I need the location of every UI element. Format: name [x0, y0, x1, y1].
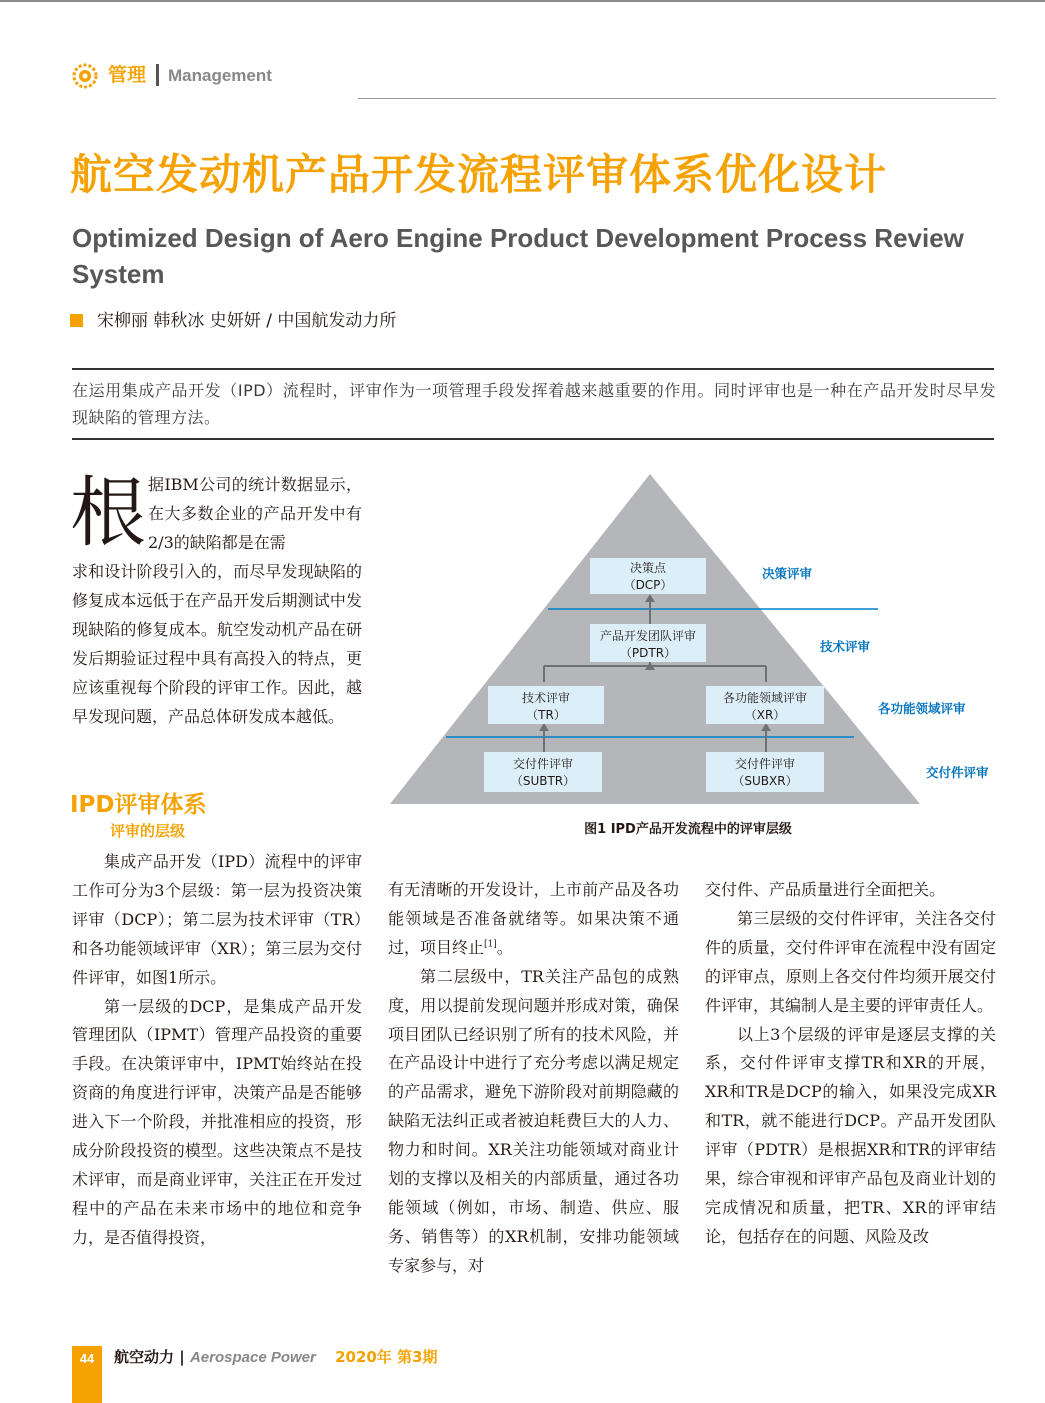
box-dcp-label: 决策点	[629, 561, 667, 575]
drop-cap: 根	[70, 468, 146, 557]
section-label-cn: 管理	[108, 64, 147, 86]
box-subtr	[484, 752, 602, 792]
journal-issue: 2020年 第3期	[335, 1348, 438, 1366]
box-xr-abbr: （XR）	[744, 708, 786, 722]
paragraph: 集成产品开发（IPD）流程中的评审工作可分为3个层级：第一层为投资决策评审（DCP）；第二层为技术评审（TR）和各功能领域评审（XR）；第三层为交付件评审，如图1所示。	[72, 852, 362, 987]
level-label-functional: 各功能领域评审	[878, 701, 966, 716]
box-subxr	[706, 752, 824, 792]
box-tr-abbr: （TR）	[526, 708, 566, 722]
header-rule	[358, 98, 996, 99]
abstract: 在运用集成产品开发（IPD）流程时，评审作为一项管理手段发挥着越来越重要的作用。同时评审也是一种在产品开发时尽早发现缺陷的管理方法。	[72, 381, 996, 427]
author-line	[70, 308, 396, 334]
gear-logo-icon	[72, 63, 98, 89]
column-2-text	[388, 876, 679, 1281]
box-pdtr	[590, 624, 706, 662]
page-number: 44	[79, 1351, 95, 1366]
box-xr-label: 各功能领域评审	[722, 691, 808, 705]
paragraph: 第一层级的DCP，是集成产品开发管理团队（IPMT）管理产品投资的重要手段。在决策评审中，IPMT始终站在投资商的角度进行评审，决策产品是否能够进入下一个阶段，并批准相应的投资，形成分阶段投资的模型。这些决策点不是技术评审，而是商业评审，关注正在开发过程中的产品在未来市场中的地位和竞争力，是否值得投资，	[72, 996, 362, 1247]
figure-caption: 图1 IPD产品开发流程中的评审层级	[584, 822, 792, 837]
box-tr-label: 技术评审	[521, 691, 571, 705]
level-label-technical: 技术评审	[820, 639, 871, 654]
column-3-text	[705, 876, 996, 1252]
box-subtr-label: 交付件评审	[512, 757, 574, 771]
section-heading: IPD评审体系	[70, 792, 207, 818]
paragraph: 以上3个层级的评审是逐层支撑的关系，交付件评审支撑TR和XR的开展，XR和TR是DCP的输入，如果没完成XR和TR，就不能进行DCP。产品开发团队评审（PDTR）是根据XR和TR的评审结果，综合审视和评审产品包及商业计划的完成情况和质量，把TR、XR的评审结论，包括存在的问题、风险及改	[705, 1024, 996, 1246]
paragraph: 交付件、产品质量进行全面把关。	[705, 880, 946, 899]
paragraph: 有无清晰的开发设计，上市前产品及各功能领域是否准备就绪等。如果决策不通过，项目终止[1]。	[388, 880, 679, 957]
paragraph: 第三层级的交付件评审，关注各交付件的质量，交付件评审在流程中没有固定的评审点，原则上各交付件均须开展交付件评审，其编制人是主要的评审责任人。	[705, 908, 996, 1015]
box-xr	[706, 686, 824, 724]
box-dcp	[590, 558, 706, 594]
authors: 宋柳丽 韩秋冰 史妍妍 / 中国航发动力所	[97, 311, 397, 331]
author-marker-icon	[70, 314, 83, 327]
footer-journal	[114, 1346, 438, 1369]
paragraph: 第二层级中，TR关注产品包的成熟度，用以提前发现问题并形成对策，确保项目团队已经识别了所有的技术风险，并在产品设计中进行了充分考虑以满足规定的产品需求，避免下游阶段对前期隐藏的缺陷无法纠正或者被迫耗费巨大的人力、物力和时间。XR关注功能领域对商业计划的支撑以及相关的内部质量，通过各功能领域（例如，市场、制造、供应、服务、销售等）的XR机制，安排功能领域专家参与，对	[388, 966, 679, 1275]
section-label-en: Management	[168, 66, 272, 85]
article-title-cn: 航空发动机产品开发流程评审体系优化设计	[70, 150, 888, 199]
reference-marker: [1]	[484, 939, 497, 950]
box-pdtr-abbr: （PDTR）	[619, 646, 677, 660]
box-pdtr-label: 产品开发团队评审	[599, 629, 697, 643]
abstract-rule-top	[72, 368, 994, 370]
box-tr	[488, 686, 604, 724]
journal-name-en: Aerospace Power	[189, 1349, 316, 1366]
article-title-en: Optimized Design of Aero Engine Product Development Process Review System	[72, 223, 964, 289]
level-label-decision: 决策评审	[762, 566, 813, 581]
journal-name-cn: 航空动力	[114, 1348, 175, 1366]
footer-separator: |	[179, 1348, 185, 1366]
box-dcp-abbr: （DCP）	[623, 578, 673, 592]
column-1-text	[72, 848, 362, 1253]
header-separator	[156, 64, 159, 86]
abstract-rule-bottom	[72, 438, 994, 440]
box-subxr-label: 交付件评审	[734, 757, 796, 771]
review-hierarchy-figure	[388, 472, 998, 808]
lead-paragraph: 据IBM公司的统计数据显示，在大多数企业的产品开发中有2/3的缺陷都是在需	[148, 475, 362, 552]
box-subxr-abbr: （SUBXR）	[732, 774, 798, 788]
subsection-heading: 评审的层级	[110, 822, 186, 840]
lead-paragraph-continued: 求和设计阶段引入的，而尽早发现缺陷的修复成本远低于在产品开发后期测试中发现缺陷的修复成本。航空发动机产品在研发后期验证过程中具有高投入的特点，更应该重视每个阶段的评审工作。因此，越早发现问题，产品总体研发成本越低。	[72, 562, 362, 726]
top-rule	[0, 0, 1045, 2]
box-subtr-abbr: （SUBTR）	[510, 774, 576, 788]
level-label-deliverable: 交付件评审	[926, 765, 989, 780]
running-header	[70, 58, 996, 94]
